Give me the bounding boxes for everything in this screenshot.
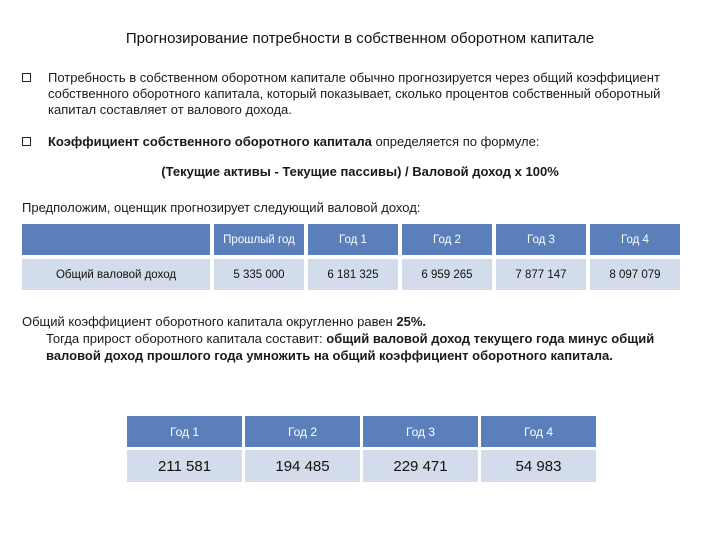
increment-lead: Тогда прирост оборотного капитала составит: [46,331,327,346]
row-label: Общий валовой доход [22,259,210,290]
table-cell: 229 471 [363,450,478,482]
capital-increment-table [124,413,599,485]
table-cell: 7 877 147 [496,259,586,290]
table-header-cell: Год 4 [481,416,596,447]
table-header-cell: Год 2 [245,416,360,447]
increment-text [46,330,682,364]
table-header-cell: Год 4 [590,224,680,255]
explanation-paragraph [22,313,682,364]
gross-income-table [18,220,684,294]
page-title: Прогнозирование потребности в собственном оборотном капитале [125,30,595,47]
bullet-text: Потребность в собственном оборотном капитале обычно прогнозируется через общий коэффициент собственного оборотного капитала, который показывает, сколько процентов собственный оборотный капитал составляет от валового дохода. [48,70,661,117]
suppose-text: Предположим, оценщик прогнозирует следующий валовой доход: [22,200,421,215]
table-header-cell: Год 3 [363,416,478,447]
formula: (Текущие активы - Текущие пассивы) / Валовой доход x 100% [161,164,559,179]
table-header-row [22,224,680,255]
bullet-bold-term: Коэффициент собственного оборотного капитала [48,134,372,149]
table-cell: 6 959 265 [402,259,492,290]
bullet-item [22,134,682,150]
table-cell: 8 097 079 [590,259,680,290]
table-header-cell: Год 3 [496,224,586,255]
table-cell: 5 335 000 [214,259,304,290]
table-header-cell: Год 2 [402,224,492,255]
table-header-cell [22,224,210,255]
table-cell: 194 485 [245,450,360,482]
table-row [22,259,680,290]
table-header-cell: Год 1 [308,224,398,255]
square-bullet-icon [22,73,31,82]
table-header-row [127,416,596,447]
bullet-item [22,70,682,118]
table-cell: 54 983 [481,450,596,482]
bullet-text [48,134,682,150]
bullet-rest: определяется по формуле: [371,134,540,149]
table-cell: 6 181 325 [308,259,398,290]
ratio-value: 25%. [396,314,426,329]
table-row [127,450,596,482]
table-cell: 211 581 [127,450,242,482]
table-header-cell: Прошлый год [214,224,304,255]
table-header-cell: Год 1 [127,416,242,447]
increment-formula: общий валовой доход текущего года минус общий валовой доход прошлого года умножить на общий коэффициент оборотного капитала. [46,331,655,363]
square-bullet-icon [22,137,31,146]
ratio-text: Общий коэффициент оборотного капитала округленно равен [22,314,397,329]
